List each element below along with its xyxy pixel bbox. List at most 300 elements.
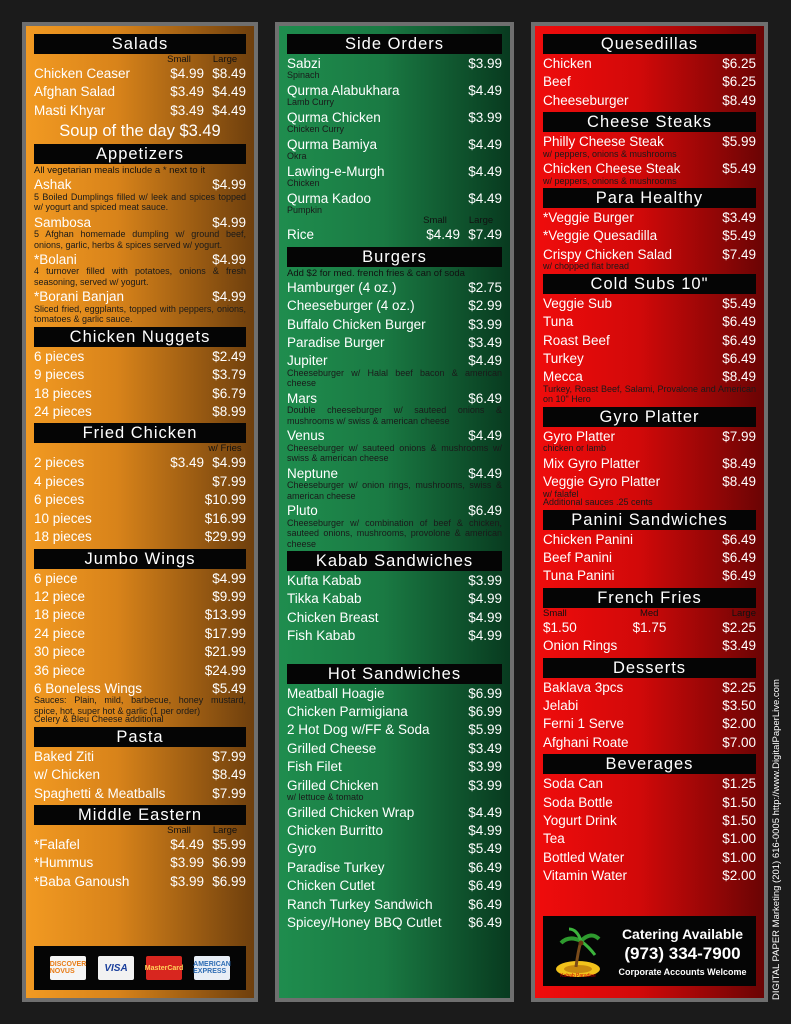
item-price: $4.99: [212, 214, 246, 230]
menu-item: [543, 715, 756, 733]
item-price: $4.99: [212, 570, 246, 586]
menu-item: [34, 65, 246, 83]
menu-item: [543, 313, 756, 331]
item-price: $2.49: [212, 348, 246, 364]
item-price: $3.50: [722, 697, 756, 713]
item-name: Ashak: [34, 177, 72, 193]
item-price: $6.49: [722, 314, 756, 330]
item-name: Masti Khyar: [34, 102, 106, 118]
menu-item: [543, 209, 756, 227]
item-price: $3.99: [468, 109, 502, 125]
item-name: Tea: [543, 831, 565, 847]
menu-item: [287, 334, 502, 352]
item-price: $4.99: [468, 609, 502, 625]
item-price: $4.49: [468, 190, 502, 206]
menu-item: [34, 748, 246, 766]
item-price: $6.99: [468, 685, 502, 701]
item-name: Hamburger (4 oz.): [287, 279, 397, 295]
item-description: Cheeseburger w/ Halal beef bacon & american cheese: [287, 367, 502, 389]
item-price-large: $5.99: [212, 837, 246, 853]
menu-item: [543, 531, 756, 549]
fries-size-labels: [543, 609, 756, 619]
item-name: Afghan Salad: [34, 84, 116, 100]
fries-prices: [543, 619, 756, 637]
menu-item: [34, 873, 246, 891]
item-price: $5.99: [722, 134, 756, 150]
item-name: 10 pieces: [34, 510, 92, 526]
item-price: $7.99: [212, 785, 246, 801]
section-header: Gyro Platter: [543, 407, 756, 427]
menu-item: [34, 473, 246, 491]
item-price: $4.49: [468, 136, 502, 152]
item-price: $1.25: [722, 776, 756, 792]
menu-item: [543, 549, 756, 567]
item-name: Jelabi: [543, 697, 579, 713]
item-description: Chicken Curry: [287, 124, 345, 135]
item-description: Double cheeseburger w/ sauteed onions & mushrooms w/ swiss & american cheese: [287, 405, 502, 426]
item-name: Qurma Chicken: [287, 109, 381, 125]
menu-item: [287, 896, 502, 914]
item-name: *Baba Ganoush: [34, 873, 130, 889]
item-price: $7.00: [722, 734, 756, 750]
item-price-small: $4.99: [170, 66, 204, 81]
item-name: 18 pieces: [34, 385, 92, 401]
item-name: Baklava 3pcs: [543, 679, 624, 695]
item-price-large: $7.49: [468, 227, 502, 243]
item-price: $3.49: [722, 210, 756, 226]
item-price: $1.50: [722, 794, 756, 810]
item-price-small: $4.49: [170, 837, 204, 853]
menu-item: [34, 836, 246, 854]
item-price: $6.49: [468, 503, 502, 519]
item-price: $7.99: [212, 748, 246, 764]
menu-item: [543, 775, 756, 793]
catering-phone: (973) 334-7900: [624, 943, 741, 963]
item-price-large: $7.99: [212, 473, 246, 489]
discover-card-icon: DISCOVER NOVUS: [50, 956, 86, 980]
item-price: $4.49: [468, 353, 502, 369]
catering-text: [609, 926, 756, 977]
item-price: $6.25: [722, 56, 756, 71]
fries-price: $1.50: [543, 619, 577, 635]
item-price-large: $6.99: [212, 855, 246, 871]
item-name: Onion Rings: [543, 638, 618, 654]
size-small-label: Small: [423, 215, 447, 227]
item-description: Cheeseburger w/ onion rings, mushrooms, swiss & american cheese: [287, 480, 502, 501]
item-name: Sambosa: [34, 214, 92, 230]
item-name: Mix Gyro Platter: [543, 455, 640, 471]
menu-item: [287, 822, 502, 840]
item-name: *Bolani: [34, 252, 77, 268]
item-name: Fish Kabab: [287, 628, 356, 644]
item-name: Cheeseburger: [543, 92, 629, 108]
fries-size-label: Large: [731, 607, 756, 619]
menu-item: [543, 295, 756, 313]
menu-item: [287, 877, 502, 895]
item-price: $4.99: [468, 822, 502, 838]
item-name: Sabzi: [287, 56, 321, 71]
item-price-large: $6.99: [212, 873, 246, 889]
item-price: $6.49: [468, 390, 502, 406]
item-name: Qurma Alabukhara: [287, 82, 400, 98]
menu-item: [34, 588, 246, 606]
item-description: Okra: [287, 151, 307, 162]
column-left-content: [34, 32, 246, 891]
item-price: $2.00: [722, 868, 756, 884]
item-name: Crispy Chicken Salad: [543, 246, 673, 262]
item-description: Spinach: [287, 70, 320, 81]
item-price: $7.49: [722, 246, 756, 262]
item-price: $4.49: [468, 82, 502, 98]
item-price: $5.49: [722, 295, 756, 311]
item-price-small: $4.49: [426, 227, 460, 243]
item-price-large: $16.99: [204, 510, 246, 526]
item-price: $4.99: [212, 252, 246, 268]
menu-column-left: [22, 22, 258, 1002]
item-price-small: [154, 491, 204, 509]
item-description: w/ falafel: [543, 488, 579, 499]
menu-item: [34, 454, 246, 472]
item-price: $8.99: [212, 404, 246, 420]
menu-item: [543, 455, 756, 473]
item-price-small: [154, 510, 204, 528]
menu-item: [34, 766, 246, 784]
menu-item: [34, 510, 246, 528]
item-name: 6 pieces: [34, 348, 85, 364]
item-name: 30 piece: [34, 644, 86, 660]
menu-item: [543, 867, 756, 885]
item-name: 18 pieces: [34, 529, 92, 545]
item-price-small: [154, 473, 204, 491]
section-header: Cold Subs 10": [543, 274, 756, 294]
item-description: 4 turnover filled with potatoes, onions & fresh seasoning, served w/ yogurt.: [34, 266, 246, 287]
item-price: $7.99: [722, 428, 756, 444]
item-price-small: $3.99: [170, 855, 204, 871]
catering-title: Catering Available: [621, 925, 744, 942]
menu-item: [543, 794, 756, 812]
menu-item: [287, 609, 502, 627]
burgers-note: Add $2 for med. french fries & can of soda: [287, 267, 465, 279]
section-header: Fried Chicken: [34, 423, 246, 443]
item-name: Baked Ziti: [34, 748, 95, 764]
menu-item: [34, 403, 246, 421]
item-price: $9.99: [212, 588, 246, 604]
menu-item: [34, 662, 246, 680]
menu-item: [34, 643, 246, 661]
item-name: Spicey/Honey BBQ Cutlet: [287, 915, 442, 930]
item-price: $6.49: [722, 350, 756, 366]
menu-item: [287, 316, 502, 334]
menu-item: [34, 102, 246, 120]
item-name: Grilled Cheese: [287, 740, 377, 756]
size-large-label: Large: [468, 215, 494, 227]
column-right-content: [543, 32, 756, 886]
size-labels: [34, 826, 246, 836]
item-description: Cheeseburger w/ sauteed onions & mushrooms w/ swiss & american cheese: [287, 442, 502, 464]
item-price: $3.99: [468, 777, 502, 793]
item-price-small: $3.49: [170, 455, 204, 471]
item-price: $4.99: [212, 177, 246, 193]
menu-item: [543, 697, 756, 715]
item-name: 24 pieces: [34, 404, 92, 420]
section-header: Middle Eastern: [34, 805, 246, 825]
item-name: Chicken Burritto: [287, 822, 384, 838]
section-header: French Fries: [543, 588, 756, 608]
item-name: *Veggie Burger: [543, 210, 634, 226]
item-price: $4.99: [468, 591, 502, 607]
item-name: Paradise Burger: [287, 335, 385, 351]
item-price: $6.49: [722, 549, 756, 565]
gyro-sauce-note: Additional sauces .25 cents: [543, 497, 653, 507]
menu-item: [543, 332, 756, 350]
item-price: $4.49: [468, 428, 502, 444]
visa-card-icon: VISA: [98, 956, 134, 980]
item-name: Qurma Kadoo: [287, 190, 372, 206]
column-middle-content: [287, 32, 502, 932]
item-price: $6.49: [722, 531, 756, 547]
item-price: $3.49: [722, 638, 756, 654]
palm-tree-logo-icon: [547, 921, 609, 981]
menu-item: [34, 83, 246, 101]
item-name: Paradise Turkey: [287, 859, 385, 875]
item-name: Tuna: [543, 314, 574, 330]
menu-item: [543, 812, 756, 830]
menu-item: [34, 385, 246, 403]
fries-price: $1.75: [632, 619, 667, 635]
fries-price: $2.25: [722, 619, 756, 635]
menu-item: [34, 570, 246, 588]
menu-item: [287, 840, 502, 858]
item-price: $3.49: [468, 335, 502, 351]
section-header: Salads: [34, 34, 246, 54]
item-name: Cheeseburger (4 oz.): [287, 298, 415, 314]
section-header: Appetizers: [34, 144, 246, 164]
item-price-large: $4.49: [212, 102, 246, 118]
amex-card-icon: AMERICAN EXPRESS: [194, 956, 230, 980]
item-name: Kufta Kabab: [287, 573, 362, 588]
item-name: Jupiter: [287, 353, 328, 369]
item-price: $8.49: [722, 369, 756, 385]
size-large-label: Large: [212, 825, 238, 837]
menu-item: [34, 366, 246, 384]
item-price: $3.99: [468, 573, 502, 588]
menu-item: [287, 721, 502, 739]
section-header: Chicken Nuggets: [34, 327, 246, 347]
catering-box: [543, 916, 756, 986]
item-name: *Borani Banjan: [34, 289, 125, 305]
item-price: $4.49: [468, 465, 502, 481]
menu-item: [543, 55, 756, 73]
item-description: w/ peppers, onions & mushrooms: [543, 175, 677, 186]
item-price: $21.99: [204, 644, 246, 660]
menu-item: [543, 350, 756, 368]
item-name: Vitamin Water: [543, 868, 628, 884]
item-name: Roast Beef: [543, 332, 610, 348]
item-name: Gyro Platter: [543, 428, 616, 444]
item-name: Rice: [287, 227, 315, 243]
payment-cards: [34, 946, 246, 990]
item-price-small: $3.49: [170, 102, 204, 118]
item-name: Chicken Cutlet: [287, 878, 375, 894]
menu-item: [287, 758, 502, 776]
item-name: Buffalo Chicken Burger: [287, 316, 426, 332]
item-price: $8.49: [212, 767, 246, 783]
item-name: Tikka Kabab: [287, 591, 362, 607]
item-name: Pluto: [287, 503, 318, 519]
mastercard-icon: MasterCard: [146, 956, 182, 980]
item-name: 24 piece: [34, 625, 86, 641]
item-description: 5 Afghan homemade dumpling w/ ground beef, onions, garlic, herbs & spices served w/ yogurt.: [34, 229, 246, 250]
item-price: $3.99: [468, 759, 502, 775]
menu-item: [34, 491, 246, 509]
menu-item: [287, 804, 502, 822]
item-price-large: $8.49: [212, 66, 246, 81]
item-name: 12 piece: [34, 588, 86, 604]
size-labels: [287, 216, 502, 226]
item-price: $13.99: [204, 607, 246, 623]
item-price-large: $4.49: [212, 84, 246, 100]
item-name: Turkey: [543, 350, 584, 366]
item-price: $17.99: [204, 625, 246, 641]
item-price: $4.99: [468, 628, 502, 644]
item-name: 6 Boneless Wings: [34, 680, 143, 696]
menu-item: [543, 567, 756, 585]
item-name: 9 pieces: [34, 367, 85, 383]
menu-item: [543, 830, 756, 848]
section-header: Side Orders: [287, 34, 502, 54]
item-name: 2 pieces: [34, 455, 85, 471]
item-price: $5.49: [722, 161, 756, 177]
item-description: Lamb Curry: [287, 97, 335, 108]
item-name: Ferni 1 Serve: [543, 716, 625, 732]
item-name: Chicken Breast: [287, 609, 379, 625]
item-price: $6.79: [212, 385, 246, 401]
appetizers-note: All vegetarian meals include a * next to it: [34, 165, 206, 177]
soup-of-day: Soup of the day $3.49: [59, 122, 221, 141]
item-price: $2.00: [722, 716, 756, 732]
item-name: Afghani Roate: [543, 734, 629, 750]
item-name: Philly Cheese Steak: [543, 134, 664, 150]
item-name: *Veggie Quesadilla: [543, 228, 658, 244]
item-price: $24.99: [204, 662, 246, 678]
item-name: Neptune: [287, 465, 339, 481]
wings-sauces-note: Sauces: Plain, mild, barbecue, honey mustard, spice, hot, super hot & garlic (1 per order): [34, 695, 246, 716]
item-price-small: $3.99: [170, 873, 204, 889]
with-fries-text: w/ Fries: [208, 443, 242, 455]
menu-item: [543, 849, 756, 867]
item-name: Chicken Parmigiana: [287, 704, 408, 720]
item-name: 36 piece: [34, 662, 86, 678]
size-small-label: Small: [167, 825, 191, 837]
item-price-small: $3.49: [170, 84, 204, 100]
menu-item: [543, 73, 756, 91]
menu-item: [287, 572, 502, 590]
item-price: $4.49: [468, 804, 502, 820]
item-price: $6.49: [468, 859, 502, 875]
catering-subtitle: Corporate Accounts Welcome: [618, 966, 747, 977]
section-header: Jumbo Wings: [34, 549, 246, 569]
menu-column-middle: [275, 22, 514, 1002]
item-name: Mecca: [543, 369, 583, 385]
menu-item: [34, 785, 246, 803]
menu-item: [543, 679, 756, 697]
item-description: w/ lettuce & tomato: [287, 792, 364, 803]
logo-text: Kabab Paradise: [560, 973, 596, 979]
item-description: Turkey, Roast Beef, Salami, Provalone and American on 10" Hero: [543, 383, 756, 405]
item-price: $6.25: [722, 74, 756, 90]
item-price: $1.00: [722, 849, 756, 865]
item-name: Qurma Bamiya: [287, 136, 378, 152]
section-gap: [287, 654, 502, 662]
item-name: Chicken Ceaser: [34, 66, 131, 81]
menu-item: [34, 606, 246, 624]
item-description: Pumpkin: [287, 204, 323, 215]
item-price: $3.79: [212, 367, 246, 383]
menu-item: [34, 348, 246, 366]
menu-item: [287, 627, 502, 645]
item-price: $6.49: [468, 915, 502, 930]
item-price: $6.49: [722, 568, 756, 584]
item-name: Chicken Panini: [543, 531, 634, 547]
menu-item: [287, 740, 502, 758]
item-name: 4 pieces: [34, 473, 85, 489]
item-price: $5.99: [468, 722, 502, 738]
menu-item: [543, 92, 756, 110]
menu-item: [287, 279, 502, 297]
item-price: $6.49: [722, 332, 756, 348]
item-price: $6.49: [468, 878, 502, 894]
item-price-large: $29.99: [204, 529, 246, 545]
item-price: $6.99: [468, 704, 502, 720]
section-header: Cheese Steaks: [543, 112, 756, 132]
section-header: Burgers: [287, 247, 502, 267]
item-name: Gyro: [287, 841, 317, 857]
item-name: Veggie Sub: [543, 295, 613, 311]
wings-celery-note: Celery & Bleu Cheese additional: [34, 714, 164, 725]
item-name: Grilled Chicken Wrap: [287, 804, 415, 820]
item-name: Soda Bottle: [543, 794, 613, 810]
item-name: *Falafel: [34, 837, 80, 853]
item-name: Chicken: [543, 56, 592, 71]
section-header: Pasta: [34, 727, 246, 747]
item-price: $3.49: [468, 740, 502, 756]
section-gap: [287, 646, 502, 654]
item-price: $2.99: [468, 298, 502, 314]
menu-column-right: [531, 22, 768, 1002]
item-price: $8.49: [722, 474, 756, 490]
menu-item: [287, 685, 502, 703]
item-name: Lawing-e-Murgh: [287, 163, 385, 179]
item-price: $3.99: [468, 316, 502, 332]
item-description: w/ peppers, onions & mushrooms: [543, 148, 677, 159]
item-price: $3.99: [468, 56, 502, 71]
item-name: Bottled Water: [543, 849, 625, 865]
item-description: Sliced fried, eggplants, topped with peppers, onions, tomatoes & garlic sauce.: [34, 303, 246, 325]
item-name: Ranch Turkey Sandwich: [287, 896, 433, 912]
menu-item: [543, 227, 756, 245]
item-price-large: $10.99: [204, 492, 246, 508]
item-name: w/ Chicken: [34, 767, 101, 783]
item-price: $2.75: [468, 279, 502, 295]
item-description: 5 Boiled Dumplings filled w/ leek and spices topped w/ yogurt and spiced meat sauce.: [34, 191, 246, 213]
item-name: Meatball Hoagie: [287, 685, 385, 701]
item-description: Cheeseburger w/ combination of beef & chicken, sauteed onions, mushrooms, provolone & american cheese: [287, 517, 502, 549]
menu-item: [543, 637, 756, 655]
menu-item: [287, 226, 502, 244]
section-header: Desserts: [543, 658, 756, 678]
size-labels: [34, 55, 246, 65]
item-name: *Hummus: [34, 855, 94, 871]
